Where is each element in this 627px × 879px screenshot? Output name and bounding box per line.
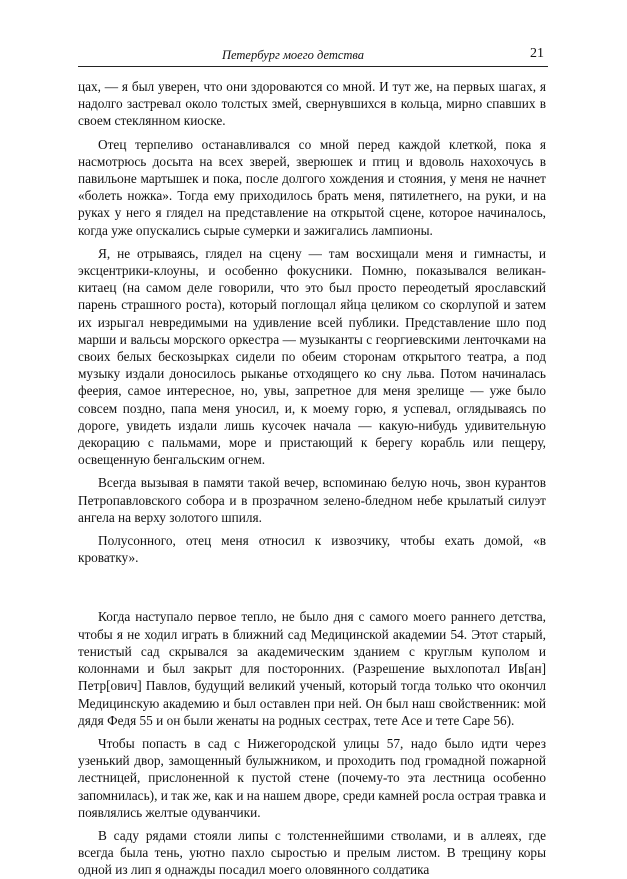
paragraph-continuation: цах, — я был уверен, что они здороваются со мной. И тут же, на первых шагах, я надолго застревал около толстых змей, свернувшихся в кольца, мирно спавших в своем стеклянном киоске. [78,79,546,129]
paragraph-section-start: Когда наступало первое тепло, не было дня с самого моего раннего детства, чтобы я не ходил играть в ближний сад Медицинской академии 54. Этот старый, тенистый сад скрывался за академическим зданием с круглым куполом и колоннами и был закрыт для посторонних. (Разрешение выхлопотал Ив[ан] Петр[ович] Павлов, будущий великий ученый, который тогда только что окончил Медицинскую академию и был оставлен при ней. Он был наш свойственник: мой дядя Федя 55 и он были женаты на родных сестрах, тете Асе и тете Саре 56). [78,609,546,728]
paragraph: В саду рядами стояли липы с толстеннейшими стволами, и в аллеях, где всегда была тень, уютно пахло сыростью и прелым листом. В трещину коры одной из лип я однажды посадил моего оловянного солдатика [78,827,546,878]
paragraph: Я, не отрываясь, глядел на сцену — там восхищали меня и гимнасты, и эксцентрики-клоуны, и особенно фокусники. Помню, показывался великан-китаец (на самом деле говорили, что это был просто переодетый ярославский парень страшного роста), который поглощал яйца целиком со скорлупой и затем их изрыгал невредимыми на удивление всей публики. Представление шло под марши и вальсы морского оркестра — музыканты с георгиевскими ленточками на своих белых бескозырках сидели по обеим сторонам открытого театра, а под музыку издали доносилось рыканье отходящего ко сну льва. Потом начиналась феерия, самое интересное, но, увы, запретное для меня зрелище — уже было совсем поздно, папа меня уносил, и, к моему горю, я успевал, оглядываясь по дороге, увидеть издали лишь кусочек начала — какую-нибудь удивительную декорацию с пальмами, море и пристающий к берегу корабль или пещеру, освещенную бенгальским огнем. [78,245,546,468]
running-title: Петербург моего детства [221,48,365,62]
paragraph: Отец терпеливо останавливался со мной перед каждой клеткой, пока я насмотрюсь досыта на всех зверей, зверюшек и птиц и вдоволь нахохочусь в павильоне мартышек и пока, после долгого хождения и стояния, у меня не начнет «болеть ножка». Тогда ему приходилось брать меня, пятилетнего, на руки, и на руках у него я глядел на представление на открытой сцене, которое начиналось, когда уже опускались сырые сумерки и зажигались лампионы. [78,136,546,238]
paragraph: Полусонного, отец меня относил к извозчику, чтобы ехать домой, «в кроватку». [78,533,546,566]
paragraph: Всегда вызывая в памяти такой вечер, вспоминаю белую ночь, звон курантов Петропавловского собора и в прозрачном зелено-бледном небе крылатый силуэт ангела на верху золотого шпиля. [78,475,546,525]
page-number: 21 [530,46,544,61]
paragraph: Чтобы попасть в сад с Нижегородской улицы 57, надо было идти через узенький двор, замощенный булыжником, и проходить под громадной пожарной лестницей, прислоненной к пустой стене (почему-то эта лестница особенно запомнилась), и так же, как и на нашем дворе, среди камней росла острая травка и появлялись желтые одуванчики. [78,735,546,820]
body-text [78,78,546,879]
page-header [78,44,548,67]
